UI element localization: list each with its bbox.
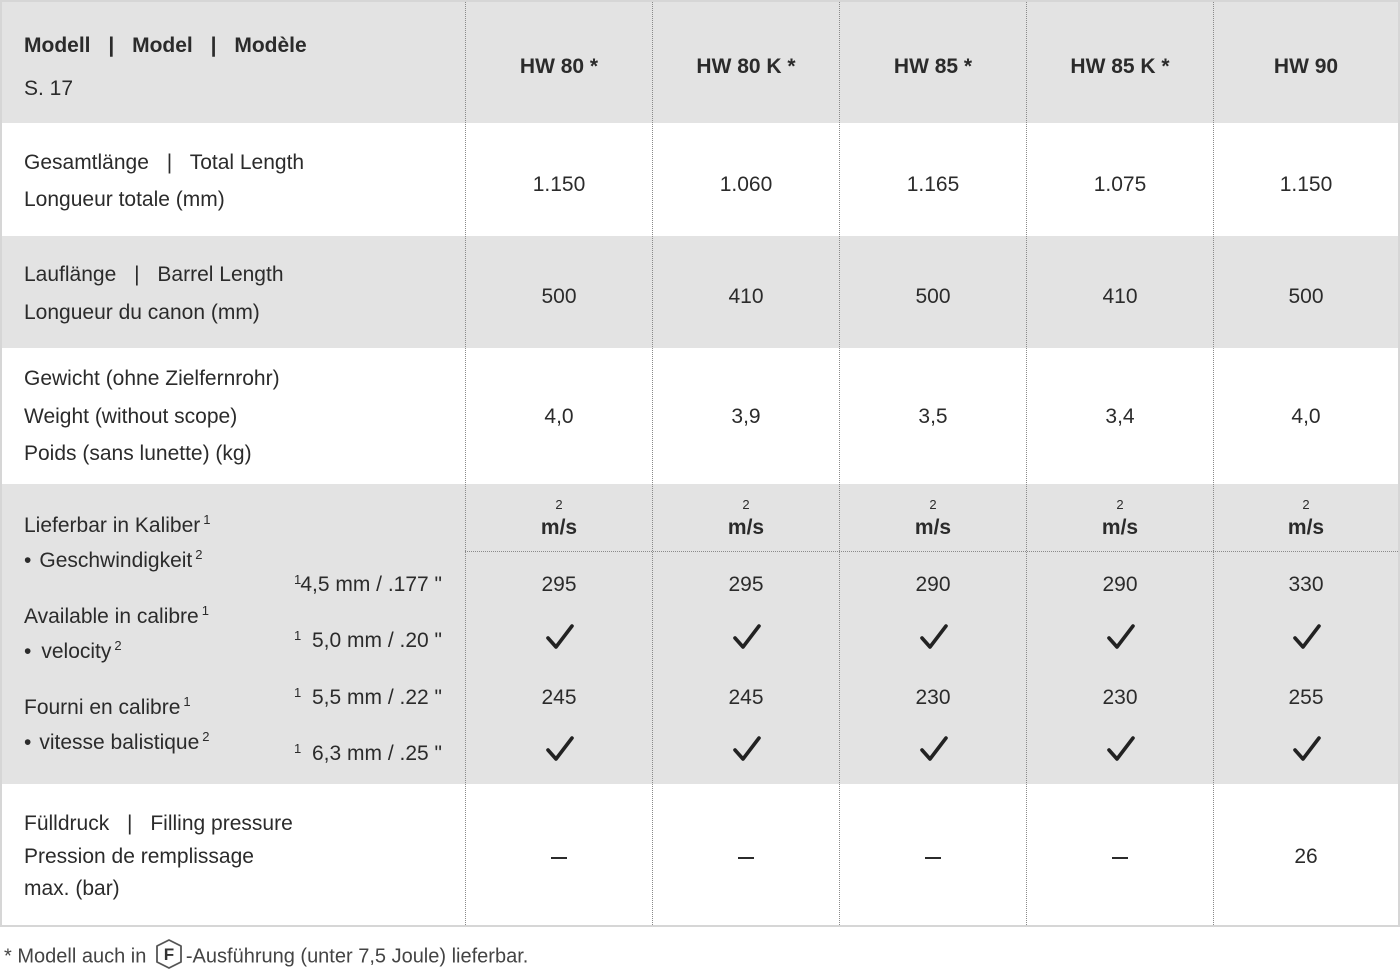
total-length-row-bg: [2, 123, 1398, 236]
bullet: •: [24, 731, 32, 754]
barrel-length-label-fr: Longueur du canon (mm): [24, 301, 260, 324]
total-length-label: [24, 152, 304, 173]
label-de: Gesamtlänge: [24, 151, 149, 174]
footnote-1: 1: [203, 512, 211, 527]
column-divider: [839, 2, 840, 925]
velocity-22: 245: [728, 686, 764, 709]
footnote-1: 1: [183, 694, 191, 709]
checkmark-icon: [732, 735, 762, 763]
checkmark-icon: [1292, 623, 1322, 651]
label-en: Barrel Length: [157, 263, 284, 286]
separator: |: [108, 34, 115, 57]
weight-label-fr: Poids (sans lunette) (kg): [24, 442, 252, 465]
asterisk: *: [4, 945, 12, 968]
weight-value: 4,0: [1291, 405, 1321, 428]
total-length-value: 1.075: [1093, 173, 1147, 196]
dash-not-applicable: [925, 857, 941, 859]
separator: |: [134, 263, 140, 286]
calibre-22: 5,5 mm / .22 ": [312, 686, 442, 709]
footnote-text-after: -Ausführung (unter 7,5 Joule) lieferbar.: [185, 945, 529, 968]
calibre-25: 6,3 mm / .25 ": [312, 742, 442, 765]
bullet: •: [24, 640, 32, 663]
unit-footnote: 2: [555, 497, 563, 512]
unit-footnote: 2: [929, 497, 937, 512]
model-label: [24, 35, 307, 56]
label-text: Available in calibre: [24, 605, 199, 628]
barrel-length-value: 410: [1102, 285, 1138, 308]
unit-label: m/s: [914, 516, 952, 539]
barrel-length-value: 500: [1288, 285, 1324, 308]
barrel-length-value: 500: [915, 285, 951, 308]
checkmark-icon: [919, 735, 949, 763]
calibre-footnote: 1: [294, 572, 302, 587]
unit-row-divider: [465, 551, 1398, 552]
filling-pressure-label-fr: Pression de remplissage: [24, 845, 254, 868]
separator: |: [210, 34, 217, 57]
weight-label-de: Gewicht (ohne Zielfernrohr): [24, 367, 280, 390]
separator: |: [127, 812, 133, 835]
checkmark-icon: [545, 735, 575, 763]
speed-label-de: [24, 547, 203, 572]
unit-label: m/s: [540, 516, 578, 539]
label-en: Total Length: [189, 151, 305, 174]
checkmark-icon: [919, 623, 949, 651]
total-length-value: 1.165: [906, 173, 960, 196]
footnote-2: 2: [195, 547, 203, 562]
calibre-row-bg: [2, 484, 1398, 784]
calibre-label-de: [24, 512, 211, 537]
filling-pressure-value: 26: [1294, 845, 1318, 868]
checkmark-icon: [732, 623, 762, 651]
footnote-2: 2: [202, 729, 210, 744]
total-length-value: 1.060: [719, 173, 773, 196]
model-header: HW 85 K *: [1070, 55, 1170, 78]
model-header: HW 80 *: [519, 55, 599, 78]
weight-value: 4,0: [544, 405, 574, 428]
model-label-de: Modell: [24, 34, 91, 57]
model-label-en: Model: [132, 34, 193, 57]
velocity-22: 230: [915, 686, 951, 709]
calibre-20: 5,0 mm / .20 ": [312, 629, 442, 652]
total-length-value: 1.150: [532, 173, 586, 196]
weight-value: 3,5: [918, 405, 948, 428]
label-text: Lieferbar in Kaliber: [24, 514, 201, 537]
filling-pressure-label: [24, 813, 293, 834]
unit-label: m/s: [1101, 516, 1139, 539]
unit-label: m/s: [1287, 516, 1325, 539]
model-header: HW 80 K *: [696, 55, 796, 78]
unit-footnote: 2: [742, 497, 750, 512]
velocity-177: 290: [1102, 573, 1138, 596]
barrel-length-label: [24, 264, 284, 285]
dash-not-applicable: [551, 857, 567, 859]
f-mark-icon: [154, 938, 184, 970]
bullet: •: [24, 549, 32, 572]
column-divider: [1213, 2, 1214, 925]
checkmark-icon: [1292, 735, 1322, 763]
dash-not-applicable: [1112, 857, 1128, 859]
footnote-text: Modell auch in: [17, 945, 147, 968]
velocity-22: 255: [1288, 686, 1324, 709]
label-text: velocity: [41, 640, 112, 663]
label-de: Fülldruck: [24, 812, 110, 835]
label-en: Filling pressure: [150, 812, 293, 835]
page-reference: S. 17: [24, 77, 74, 100]
checkmark-icon: [1106, 735, 1136, 763]
checkmark-icon: [545, 623, 575, 651]
barrel-length-value: 500: [541, 285, 577, 308]
unit-footnote: 2: [1116, 497, 1124, 512]
footnote-1: 1: [201, 603, 209, 618]
velocity-22: 230: [1102, 686, 1138, 709]
velocity-177: 290: [915, 573, 951, 596]
calibre-label-en: [24, 603, 209, 628]
weight-value: 3,9: [731, 405, 761, 428]
model-header: HW 90: [1273, 55, 1339, 78]
column-divider: [465, 2, 466, 925]
unit-label: m/s: [727, 516, 765, 539]
barrel-length-row-bg: [2, 236, 1398, 348]
label-text: vitesse balistique: [39, 731, 200, 754]
velocity-177: 295: [728, 573, 764, 596]
footnote: [4, 944, 528, 970]
calibre-label-fr: [24, 694, 191, 719]
calibre-footnote: 1: [294, 741, 302, 756]
total-length-value: 1.150: [1279, 173, 1333, 196]
weight-label-en: Weight (without scope): [24, 405, 238, 428]
velocity-177: 295: [541, 573, 577, 596]
f-mark-letter: F: [163, 945, 175, 964]
calibre-177: 4,5 mm / .177 ": [300, 573, 442, 596]
speed-label-fr: [24, 729, 210, 754]
filling-pressure-unit: max. (bar): [24, 877, 120, 900]
label-text: Fourni en calibre: [24, 696, 181, 719]
footnote-2: 2: [114, 638, 122, 653]
calibre-footnote: 1: [294, 685, 302, 700]
label-de: Lauflänge: [24, 263, 117, 286]
checkmark-icon: [1106, 623, 1136, 651]
column-divider: [1026, 2, 1027, 925]
weight-value: 3,4: [1105, 405, 1135, 428]
velocity-177: 330: [1288, 573, 1324, 596]
model-label-fr: Modèle: [234, 34, 307, 57]
model-header: HW 85 *: [893, 55, 973, 78]
calibre-footnote: 1: [294, 628, 302, 643]
unit-footnote: 2: [1302, 497, 1310, 512]
label-text: Geschwindigkeit: [39, 549, 193, 572]
total-length-label-fr: Longueur totale (mm): [24, 188, 225, 211]
speed-label-en: [24, 638, 122, 663]
barrel-length-value: 410: [728, 285, 764, 308]
velocity-22: 245: [541, 686, 577, 709]
column-divider: [652, 2, 653, 925]
separator: |: [166, 151, 173, 174]
dash-not-applicable: [738, 857, 754, 859]
